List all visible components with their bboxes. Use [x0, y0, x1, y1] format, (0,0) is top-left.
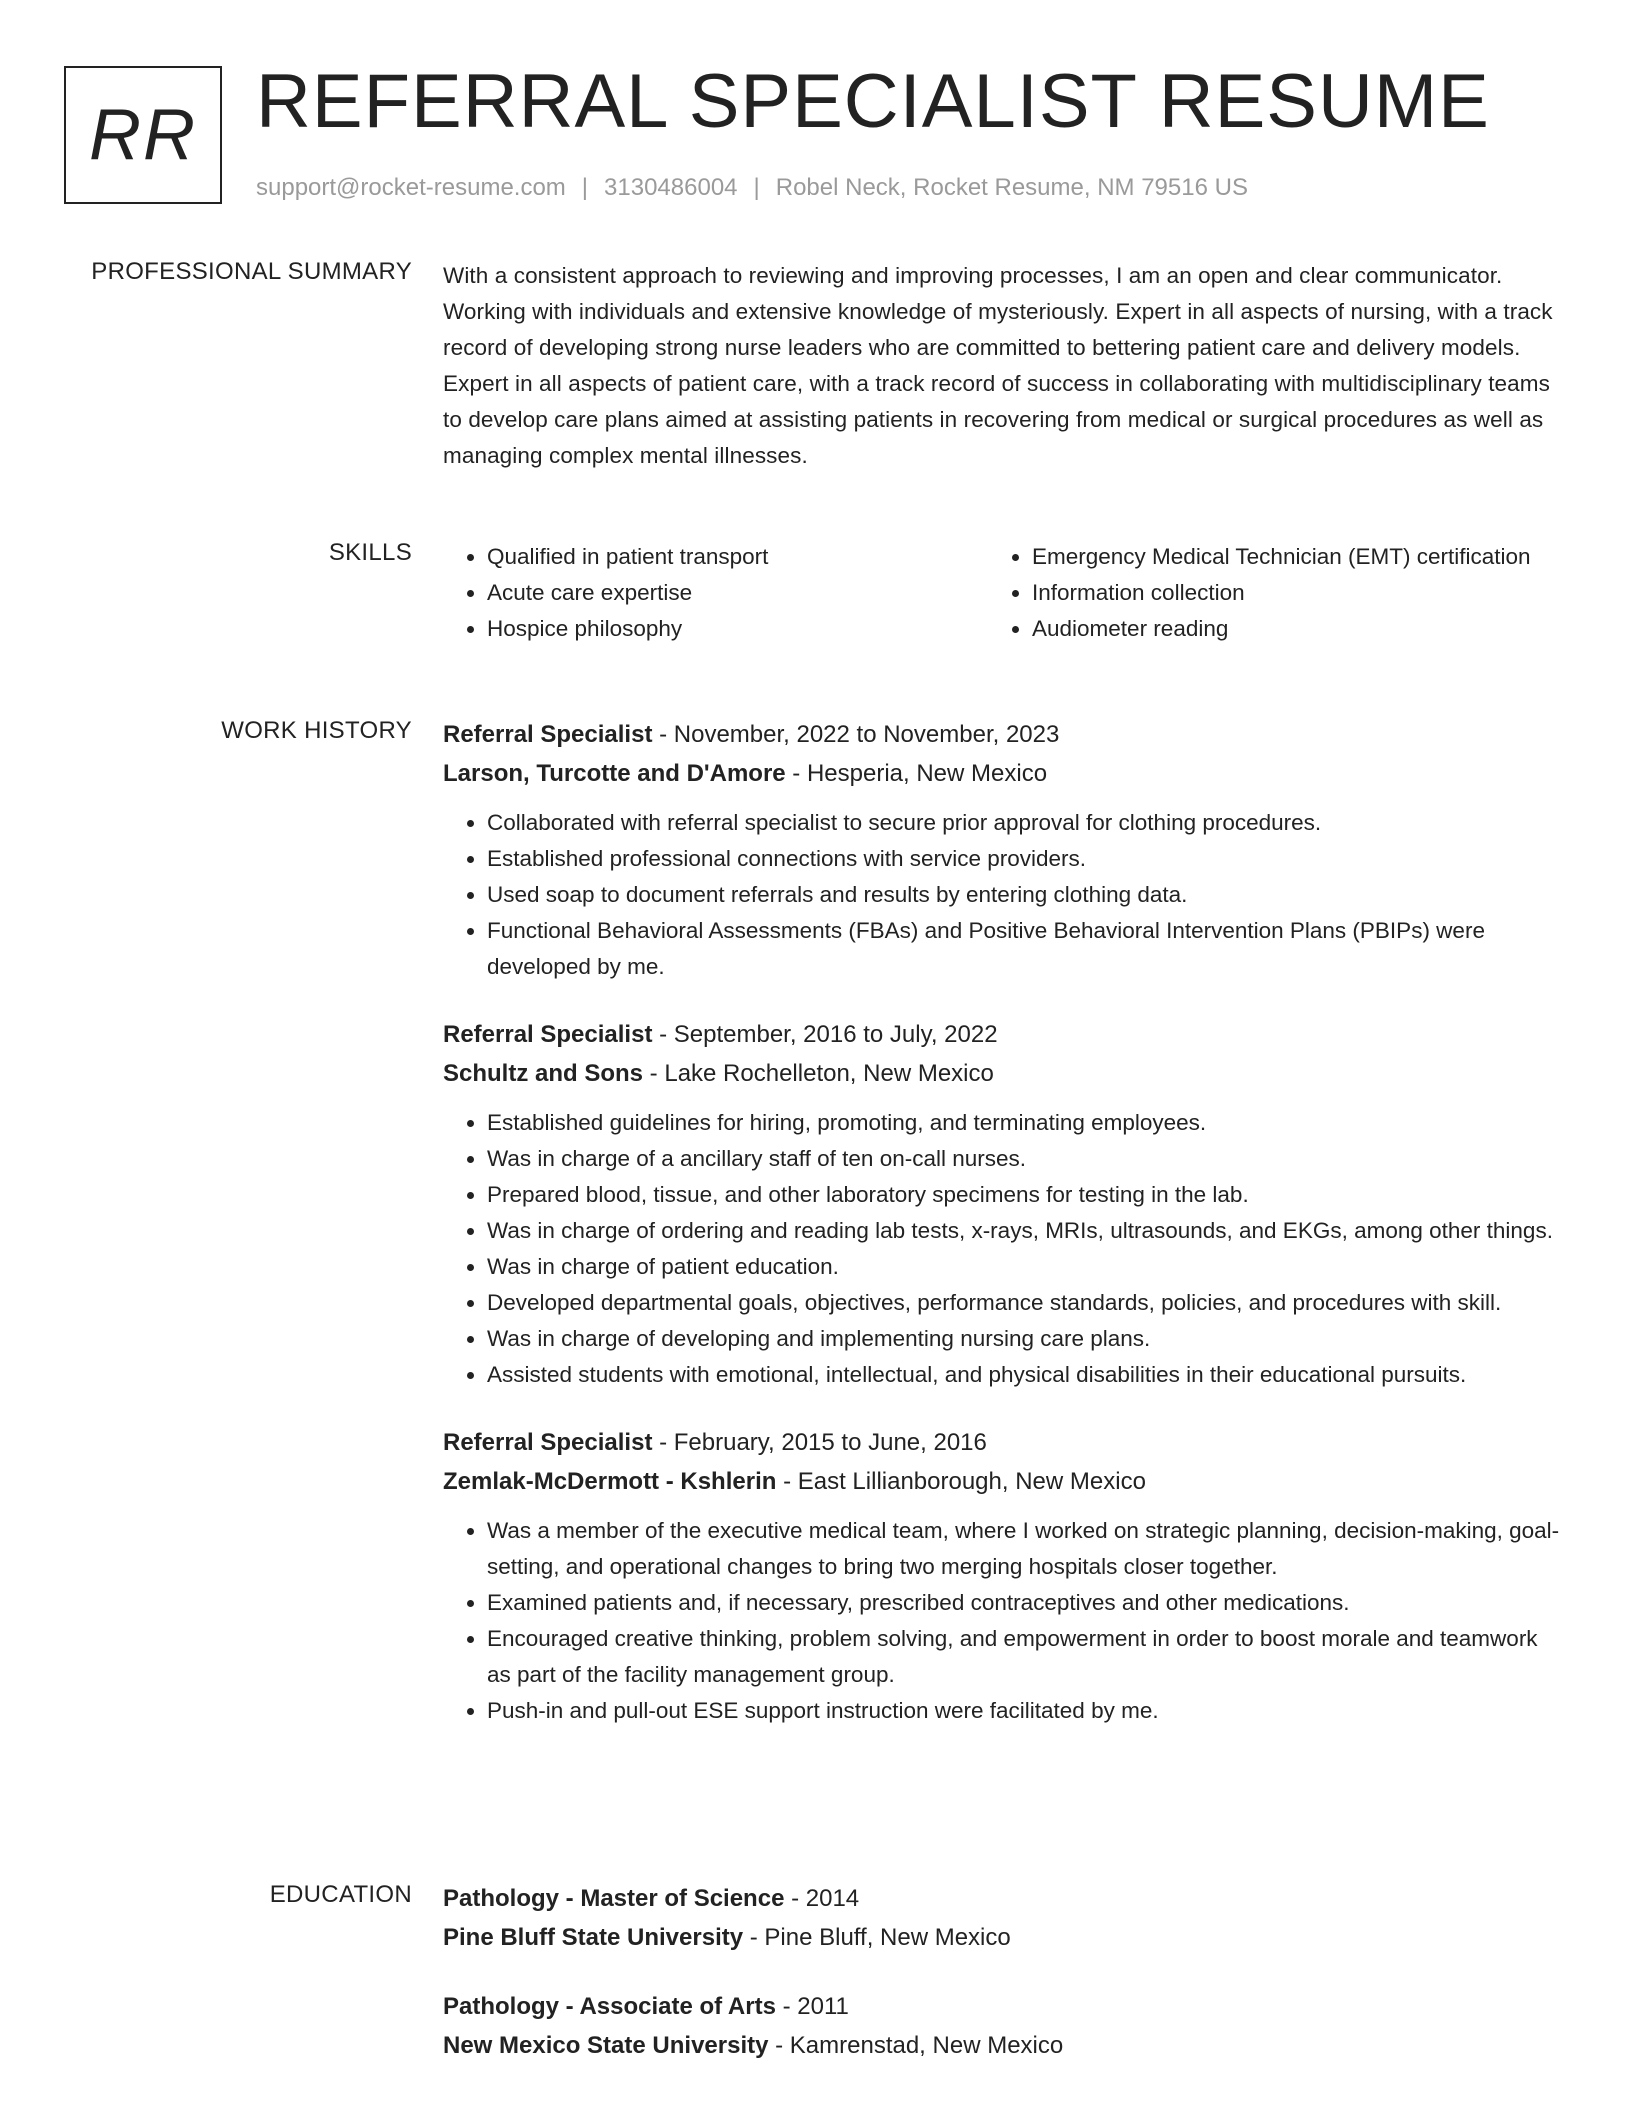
job-company: Schultz and Sons	[443, 1060, 644, 1087]
section-label-skills: SKILLS	[328, 539, 412, 566]
contact-separator: |	[581, 174, 589, 201]
work-history-body	[443, 715, 1563, 1729]
education-location: - Pine Bluff, New Mexico	[743, 1924, 1011, 1951]
summary-body	[443, 258, 1563, 474]
monogram-logo: RR	[64, 66, 222, 204]
education-degree-line	[443, 1987, 1563, 2026]
job-bullets	[443, 1513, 1563, 1729]
job-bullet: • Used soap to document referrals and results by entering clothing data.	[487, 877, 1563, 913]
job-bullet: • Functional Behavioral Assessments (FBAs) and Positive Behavioral Intervention Plans (PBIPs) were developed by me.	[487, 913, 1563, 985]
contact-separator: |	[753, 174, 760, 201]
job-company: Zemlak-McDermott - Kshlerin	[443, 1468, 777, 1495]
job-title-line	[443, 1423, 1563, 1462]
job-location: - East Lillianborough, New Mexico	[776, 1468, 1146, 1495]
job-bullet: • Examined patients and, if necessary, prescribed contraceptives and other medications.	[487, 1585, 1563, 1621]
skill-item: • Hospice philosophy	[487, 611, 988, 647]
education-year: - 2014	[784, 1885, 860, 1912]
skill-item: • Emergency Medical Technician (EMT) certification	[1032, 539, 1533, 575]
education-year: - 2011	[775, 1993, 849, 2020]
job-entry	[443, 1015, 1563, 1393]
job-entry	[443, 715, 1563, 985]
skill-item: • Qualified in patient transport	[487, 539, 988, 575]
job-title: Referral Specialist	[443, 721, 653, 748]
job-bullet: • Was a member of the executive medical team, where I worked on strategic planning, decision-making, goal-setting, and operational changes to bring two merging hospitals closer together.	[487, 1513, 1563, 1585]
education-entry	[443, 1987, 1563, 2065]
section-label-summary: PROFESSIONAL SUMMARY	[91, 258, 412, 285]
job-bullet: • Established guidelines for hiring, promoting, and terminating employees.	[487, 1105, 1563, 1141]
skills-list-right	[988, 539, 1533, 647]
education-degree-line	[443, 1879, 1563, 1918]
resume-title: REFERRAL SPECIALIST RESUME	[256, 59, 1490, 144]
skill-item: • Acute care expertise	[487, 575, 988, 611]
job-company-line	[443, 754, 1563, 793]
section-label-education: EDUCATION	[269, 1881, 412, 1908]
job-bullet: • Was in charge of ordering and reading lab tests, x-rays, MRIs, ultrasounds, and EKGs, among other things.	[487, 1213, 1563, 1249]
skills-list-left	[443, 539, 988, 647]
contact-phone[interactable]: 3130486004	[604, 174, 738, 201]
skills-body	[443, 539, 1563, 647]
job-company: Larson, Turcotte and D'Amore	[443, 760, 786, 787]
job-bullet: • Collaborated with referral specialist to secure prior approval for clothing procedures.	[487, 805, 1563, 841]
contact-address: Robel Neck, Rocket Resume, NM 79516 US	[775, 174, 1248, 201]
education-location: - Kamrenstad, New Mexico	[768, 2032, 1064, 2059]
education-school: New Mexico State University	[443, 2032, 769, 2059]
contact-email[interactable]: support@rocket-resume.com	[256, 174, 566, 201]
education-degree: Pathology - Associate of Arts	[443, 1993, 776, 2020]
education-school-line	[443, 1918, 1563, 1957]
job-title: Referral Specialist	[443, 1429, 653, 1456]
job-bullets	[443, 1105, 1563, 1393]
job-bullet: • Developed departmental goals, objectives, performance standards, policies, and procedures with skill.	[487, 1285, 1563, 1321]
education-body	[443, 1879, 1563, 2065]
job-bullet: • Was in charge of patient education.	[487, 1249, 1563, 1285]
job-dates: - February, 2015 to June, 2016	[652, 1429, 987, 1456]
skills-grid	[443, 539, 1543, 647]
skill-item: • Audiometer reading	[1032, 611, 1533, 647]
job-title-line	[443, 1015, 1563, 1054]
job-location: - Hesperia, New Mexico	[785, 760, 1048, 787]
job-title: Referral Specialist	[443, 1021, 653, 1048]
section-label-work-history: WORK HISTORY	[221, 717, 412, 744]
job-bullet: • Prepared blood, tissue, and other laboratory specimens for testing in the lab.	[487, 1177, 1563, 1213]
skill-item: • Information collection	[1032, 575, 1533, 611]
education-school: Pine Bluff State University	[443, 1924, 744, 1951]
contact-line	[256, 174, 1248, 202]
summary-text: With a consistent approach to reviewing and improving processes, I am an open and clear communicator. Working with individuals and extensive knowledge of mysteriously. Expert in all aspects of nursing, with a track record of developing strong nurse leaders who are committed to bettering patient care and delivery models. Expert in all aspects of patient care, with a track record of success in collaborating with multidisciplinary teams to develop care plans aimed at assisting patients in recovering from medical or surgical procedures as well as managing complex mental illnesses.	[443, 263, 1553, 468]
job-dates: - September, 2016 to July, 2022	[652, 1021, 998, 1048]
job-title-line	[443, 715, 1563, 754]
job-bullet: • Was in charge of a ancillary staff of ten on-call nurses.	[487, 1141, 1563, 1177]
job-location: - Lake Rochelleton, New Mexico	[643, 1060, 994, 1087]
job-bullet: • Encouraged creative thinking, problem solving, and empowerment in order to boost morale and teamwork as part of the facility management group.	[487, 1621, 1563, 1693]
job-bullets	[443, 805, 1563, 985]
job-bullet: • Was in charge of developing and implementing nursing care plans.	[487, 1321, 1563, 1357]
job-entry	[443, 1423, 1563, 1729]
education-entry	[443, 1879, 1563, 1957]
job-company-line	[443, 1462, 1563, 1501]
job-company-line	[443, 1054, 1563, 1093]
education-degree: Pathology - Master of Science	[443, 1885, 785, 1912]
job-dates: - November, 2022 to November, 2023	[652, 721, 1060, 748]
job-bullet: • Assisted students with emotional, intellectual, and physical disabilities in their educational pursuits.	[487, 1357, 1563, 1393]
education-school-line	[443, 2026, 1563, 2065]
job-bullet: • Established professional connections with service providers.	[487, 841, 1563, 877]
job-bullet: • Push-in and pull-out ESE support instruction were facilitated by me.	[487, 1693, 1563, 1729]
